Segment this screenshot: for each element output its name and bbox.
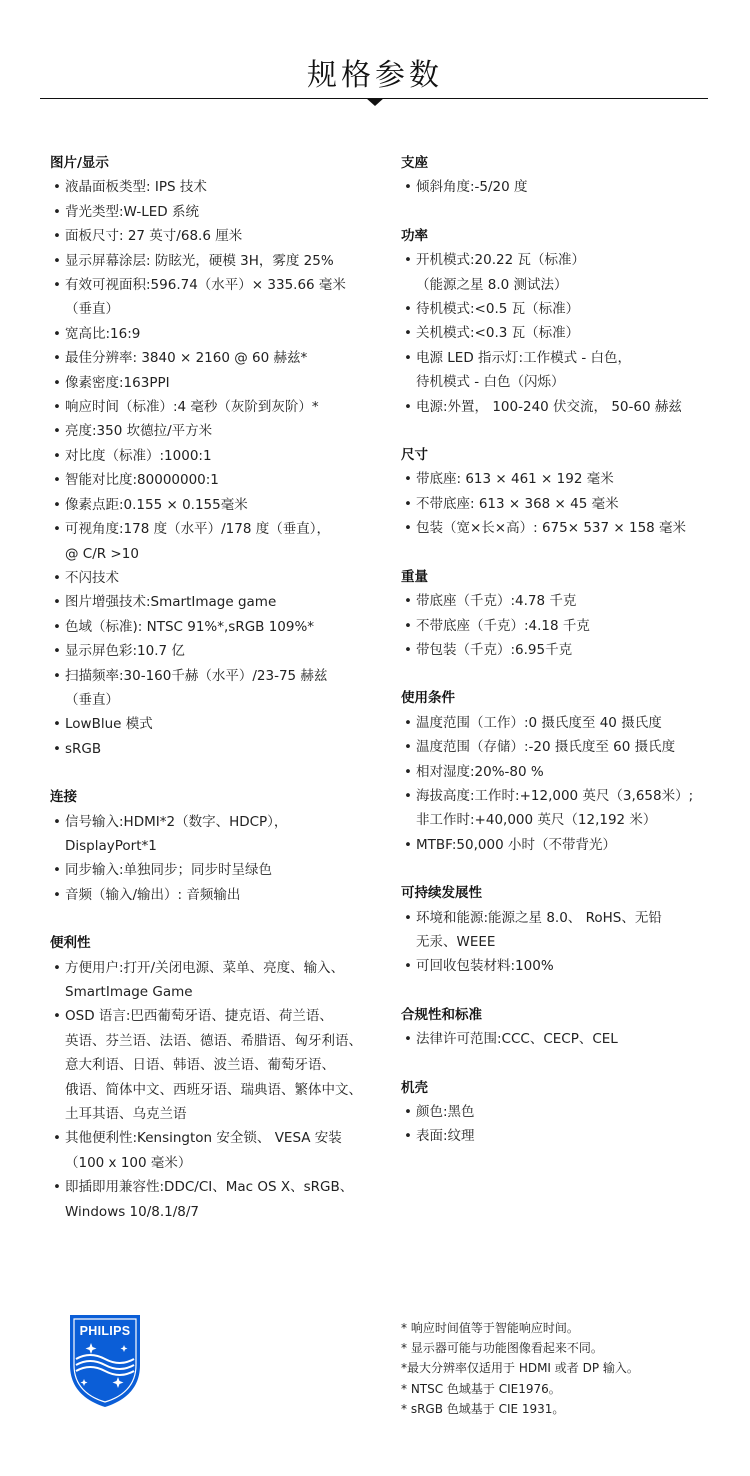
spec-item: • 包装（宽×长×高）: 675× 537 × 158 毫米 <box>401 516 711 540</box>
spec-section <box>401 565 711 663</box>
spec-item: • 宽高比:16:9 <box>50 322 370 346</box>
spec-item: • 温度范围（存储）:-20 摄氏度至 60 摄氏度 <box>401 735 711 759</box>
spec-item: • 环境和能源:能源之星 8.0、 RoHS、无铅 无汞、WEEE <box>401 906 711 955</box>
spec-list <box>401 248 711 419</box>
spec-item: • 智能对比度:80000000:1 <box>50 468 370 492</box>
spec-section <box>50 151 370 761</box>
spec-item: • 关机模式:<0.3 瓦（标准） <box>401 321 711 345</box>
spec-section <box>401 151 711 200</box>
spec-item: • 信号输入:HDMI*2（数字、HDCP）， DisplayPort*1 <box>50 810 370 859</box>
section-heading: 可持续发展性 <box>401 885 482 902</box>
spec-list <box>50 175 370 761</box>
philips-wordmark: PHILIPS <box>79 1324 131 1338</box>
spec-item: • 带包装（千克）:6.95千克 <box>401 638 711 662</box>
spec-item: • sRGB <box>50 737 370 761</box>
spec-item: • 倾斜角度:-5/20 度 <box>401 175 711 199</box>
spec-item: • 温度范围（工作）:0 摄氏度至 40 摄氏度 <box>401 711 711 735</box>
spec-item: • LowBlue 模式 <box>50 712 370 736</box>
spec-item: • 扫描频率:30-160千赫（水平）/23-75 赫兹 （垂直） <box>50 664 370 713</box>
spec-item: • 亮度:350 坎德拉/平方米 <box>50 419 370 443</box>
spec-list <box>401 711 711 857</box>
footnote: * sRGB 色域基于 CIE 1931。 <box>401 1401 565 1416</box>
section-heading: 图片/显示 <box>50 155 109 171</box>
spec-section <box>401 1003 711 1052</box>
spec-item: • 最佳分辨率: 3840 × 2160 @ 60 赫兹* <box>50 346 370 370</box>
spec-item: • 相对湿度:20%-80 % <box>401 760 711 784</box>
spec-item: • 响应时间（标准）:4 毫秒（灰阶到灰阶）* <box>50 395 370 419</box>
footnote: * 响应时间值等于智能响应时间。 <box>401 1321 579 1335</box>
spec-item: • 可视角度:178 度（水平）/178 度（垂直）， @ C/R >10 <box>50 517 370 566</box>
spec-section <box>401 686 711 857</box>
right-spec-column <box>401 151 711 1173</box>
spec-item: • 像素密度:163PPI <box>50 371 370 395</box>
page-title: 规格参数 <box>307 58 443 93</box>
section-heading: 连接 <box>50 789 77 806</box>
title-caret-icon <box>366 98 384 106</box>
spec-section <box>401 443 711 541</box>
spec-item: • 法律许可范围:CCC、CECP、CEL <box>401 1027 711 1051</box>
footnotes <box>401 1318 721 1419</box>
spec-item: • 方便用户:打开/关闭电源、菜单、亮度、输入、 SmartImage Game <box>50 956 370 1005</box>
section-heading: 尺寸 <box>401 447 428 464</box>
spec-item: • MTBF:50,000 小时（不带背光） <box>401 833 711 857</box>
section-heading: 便利性 <box>50 935 91 952</box>
spec-section <box>401 224 711 419</box>
spec-item: • 色域（标准): NTSC 91%*,sRGB 109%* <box>50 615 370 639</box>
spec-item: • 显示屏色彩:10.7 亿 <box>50 639 370 663</box>
spec-item: • 显示屏幕涂层: 防眩光，硬模 3H，雾度 25% <box>50 249 370 273</box>
section-heading: 机壳 <box>401 1079 428 1096</box>
philips-logo <box>68 1313 142 1409</box>
spec-list <box>50 810 370 908</box>
spec-section <box>50 931 370 1224</box>
footnote: *最大分辨率仅适用于 HDMI 或者 DP 输入。 <box>401 1361 639 1376</box>
spec-list <box>50 956 370 1224</box>
footnote: * NTSC 色域基于 CIE1976。 <box>401 1381 561 1396</box>
section-heading: 重量 <box>401 568 428 585</box>
spec-list <box>401 1027 711 1051</box>
spec-section <box>401 881 711 979</box>
spec-item: • 对比度（标准）:1000:1 <box>50 444 370 468</box>
spec-item: • 液晶面板类型: IPS 技术 <box>50 175 370 199</box>
spec-item: • 不带底座（千克）:4.18 千克 <box>401 614 711 638</box>
spec-list <box>401 1100 711 1149</box>
section-heading: 合规性和标准 <box>401 1006 482 1023</box>
spec-item: • 音频（输入/输出）: 音频输出 <box>50 883 370 907</box>
spec-item: • OSD 语言:巴西葡萄牙语、捷克语、荷兰语、 英语、芬兰语、法语、德语、希腊语、匈牙利语、 意大利语、日语、韩语、波兰语、葡萄牙语、 俄语、简体中文、西班牙语、瑞典语、繁体中文、 土耳其语、乌克兰语 <box>50 1004 370 1126</box>
spec-item: • 带底座: 613 × 461 × 192 毫米 <box>401 467 711 491</box>
section-heading: 功率 <box>401 227 428 244</box>
section-heading: 使用条件 <box>401 690 455 707</box>
spec-item: • 可回收包装材料:100% <box>401 954 711 978</box>
spec-item: • 海拔高度:工作时:+12,000 英尺（3,658米）; 非工作时:+40,000 英尺（12,192 米） <box>401 784 711 833</box>
footnote: * 显示器可能与功能图像看起来不同。 <box>401 1341 603 1356</box>
spec-item: • 待机模式:<0.5 瓦（标准） <box>401 297 711 321</box>
spec-item: • 图片增强技术:SmartImage game <box>50 590 370 614</box>
spec-item: • 带底座（千克）:4.78 千克 <box>401 589 711 613</box>
spec-item: • 其他便利性:Kensington 安全锁、 VESA 安装 （100 x 100 毫米） <box>50 1126 370 1175</box>
spec-item: • 开机模式:20.22 瓦（标准） （能源之星 8.0 测试法） <box>401 248 711 297</box>
left-spec-column <box>50 151 370 1248</box>
spec-item: • 不带底座: 613 × 368 × 45 毫米 <box>401 492 711 516</box>
spec-item: • 颜色:黑色 <box>401 1100 711 1124</box>
spec-section <box>50 785 370 907</box>
spec-item: • 有效可视面积:596.74（水平）× 335.66 毫米 （垂直） <box>50 273 370 322</box>
spec-list <box>401 467 711 540</box>
spec-list <box>401 589 711 662</box>
spec-item: • 即插即用兼容性:DDC/CI、Mac OS X、sRGB、 Windows 10/8.1/8/7 <box>50 1175 370 1224</box>
spec-item: • 电源 LED 指示灯:工作模式 - 白色， 待机模式 - 白色（闪烁） <box>401 346 711 395</box>
section-heading: 支座 <box>401 155 428 171</box>
spec-item: • 电源:外置， 100-240 伏交流， 50-60 赫兹 <box>401 395 711 419</box>
spec-item: • 背光类型:W-LED 系统 <box>50 200 370 224</box>
spec-list <box>401 175 711 199</box>
spec-section <box>401 1076 711 1149</box>
spec-item: • 不闪技术 <box>50 566 370 590</box>
spec-item: • 同步输入:单独同步；同步时呈绿色 <box>50 858 370 882</box>
spec-item: • 表面:纹理 <box>401 1124 711 1148</box>
spec-item: • 像素点距:0.155 × 0.155毫米 <box>50 493 370 517</box>
spec-item: • 面板尺寸: 27 英寸/68.6 厘米 <box>50 224 370 248</box>
spec-list <box>401 906 711 979</box>
